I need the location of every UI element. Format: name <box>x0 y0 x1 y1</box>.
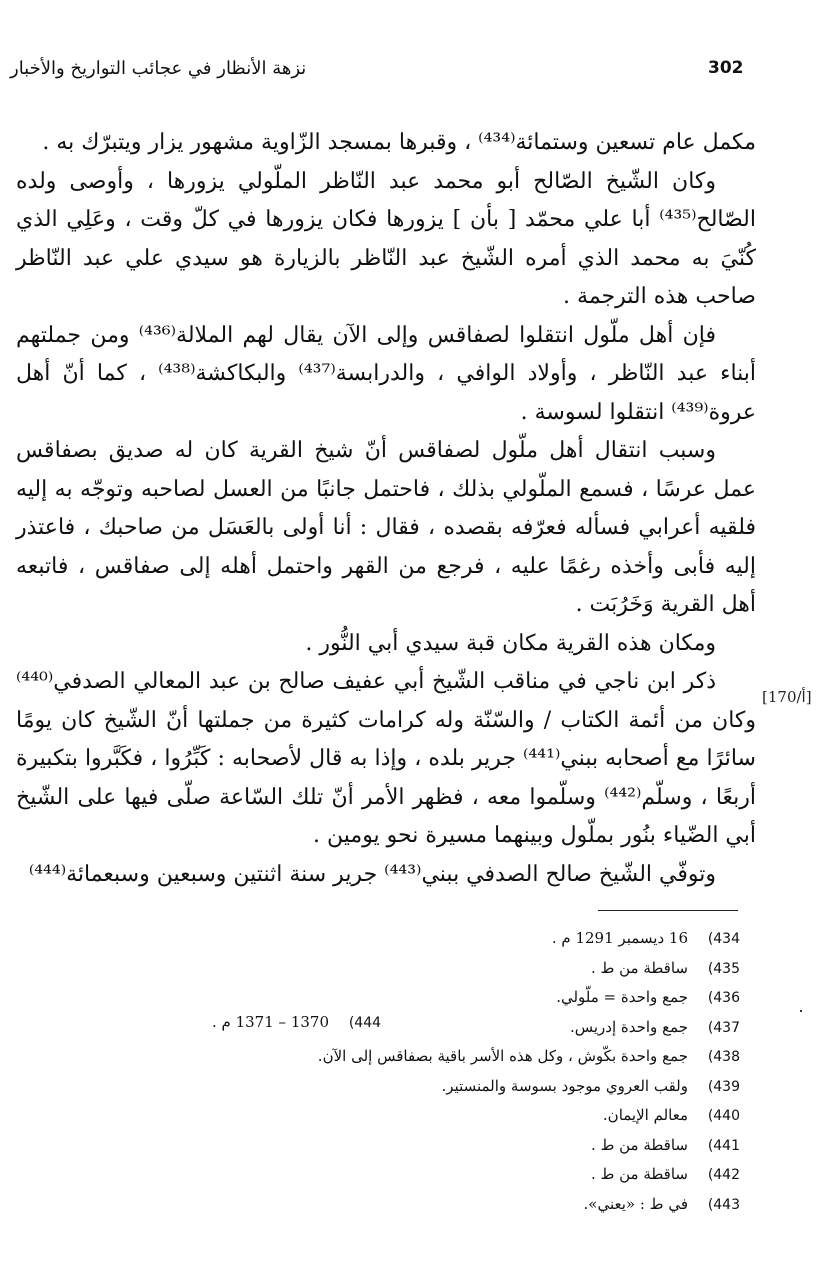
footnote <box>80 1013 740 1043</box>
manuscript-folio-marker: [170/أ] <box>762 688 812 706</box>
footnote-number: (437 <box>707 1019 740 1036</box>
footnote-text: معالم الإيمان. <box>602 1106 688 1124</box>
footnote <box>80 1042 740 1072</box>
paragraph: ومكان هذه القرية مكان قبة سيدي أبي النُّور . <box>305 630 716 656</box>
footnote-number: (441 <box>707 1137 740 1154</box>
footnote-number: (434 <box>707 931 740 947</box>
paragraph: مكمل عام تسعين وستمائة⁽⁴³⁴⁾ ، وقبرها بمسجد الزّاوية مشهور يزار ويتبرّك به . <box>42 130 756 155</box>
footnote <box>80 1072 740 1102</box>
footnote-divider <box>598 910 738 911</box>
footnote <box>80 983 740 1013</box>
footnote <box>80 1160 740 1190</box>
footnote <box>212 1008 381 1039</box>
footnote-number: (442 <box>707 1167 740 1183</box>
footnotes <box>80 924 740 1219</box>
paragraph: وتوفّي الشّيخ صالح الصدفي ببني⁽⁴⁴³⁾ جرير سنة اثنتين وسبعين وسبعمائة⁽⁴⁴⁴⁾ <box>28 861 716 887</box>
footnote <box>80 1101 740 1131</box>
paragraph: وكان الشّيخ الصّالح أبو محمد عبد النّاظر الملّولي يزورها ، وأوصى ولده الصّالح⁽⁴³⁵⁾ أبا علي محمّد [ بأن ] يزورها فكان يزورها في كلّ وقت ، وعَلِي الذي كُنّيَ به محمد الذي أمره الشّيخ عبد النّاظر بالزيارة هو سيدي علي عبد النّاظر صاحب هذه الترجمة . <box>16 168 756 309</box>
footnote <box>80 1190 740 1220</box>
footnote-number: (440 <box>707 1108 740 1124</box>
paragraph: وسبب انتقال أهل ملّول لصفاقس أنّ شيخ القرية كان له صديق بصفاقس عمل عرسًا ، فسمع الملّولي بذلك ، فاحتمل جانبًا من العسل لصاحبه وتوجّه به إليه فلقيه أعرابي فسأله فعرّفه بقصده ، فقال : أنا أولى بالعَسَل من صاحبك ، فاعتذر إليه فأبى وأخذه رغمًا عليه ، فرجع من القهر واحتمل أهله إلى صفاقس ، فاتبعه أهل القرية وَخَرُبَت . <box>16 438 756 617</box>
footnote <box>80 1131 740 1161</box>
footnote-text: جمع واحدة بكّوش ، وكل هذه الأسر باقية بصفاقس إلى الآن. <box>317 1047 688 1065</box>
footnote-text: جمع واحدة إدريس. <box>569 1017 688 1036</box>
paragraph: ذكر ابن ناجي في مناقب الشّيخ أبي عفيف صالح بن عبد المعالي الصدفي⁽⁴⁴⁰⁾ وكان من أئمة الكتاب / والسّنّة وله كرامات كثيرة من جملتها أنّ الشّيخ كان يومًا سائرًا مع أصحابه ببني⁽⁴⁴¹⁾ جرير بلده ، وإذا به قال لأصحابه : كَبِّرُوا ، فكَبَّروا بتكبيرة أربعًا ، وسلّم⁽⁴⁴²⁾ وسلّموا معه ، فظهر الأمر أنّ تلك السّاعة صلّى فيها على الشّيخ أبي الضّياء بنُور بملّول وبينهما مسيرة نحو يومين . <box>16 669 757 848</box>
footnote-text: 16 ديسمبر 1291 م . <box>551 929 688 947</box>
page-header <box>0 58 836 88</box>
running-title: نزهة الأنظار في عجائب التواريخ والأخبار <box>10 58 307 79</box>
paragraph: فإن أهل ملّول انتقلوا لصفاقس وإلى الآن يقال لهم الملالة⁽⁴³⁶⁾ ومن جملتهم أبناء عبد النّاظر ، وأولاد الوافي ، والدرابسة⁽⁴³⁷⁾ والبكاكشة⁽⁴³⁸⁾ ، كما أنّ أهل عروة⁽⁴³⁹⁾ انتقلوا لسوسة . <box>16 322 757 425</box>
footnote-number: (439 <box>707 1078 740 1095</box>
footnote-number: (435 <box>707 960 740 977</box>
footnote-number: (444 <box>348 1015 382 1031</box>
footnote <box>80 924 740 954</box>
footnote-text: ساقطة من ط . <box>590 958 688 977</box>
main-text <box>16 124 756 894</box>
footnote-text: ولقب العروي موجود بسوسة والمنستير. <box>441 1076 688 1095</box>
footnote-text: في ط : «يعني». <box>583 1194 688 1213</box>
footnote-number: (438 <box>707 1049 740 1065</box>
footnote-text: ساقطة من ط . <box>590 1135 688 1154</box>
footnote <box>80 954 740 984</box>
footnote-text: جمع واحدة = ملّولي. <box>556 988 688 1006</box>
print-mark <box>800 1010 802 1012</box>
footnote-text: 1370 – 1371 م . <box>212 1013 330 1031</box>
footnote-text: ساقطة من ط . <box>590 1165 688 1183</box>
page-number: 302 <box>708 58 744 78</box>
footnote-number: (436 <box>707 990 740 1006</box>
footnote-number: (443 <box>707 1196 740 1213</box>
